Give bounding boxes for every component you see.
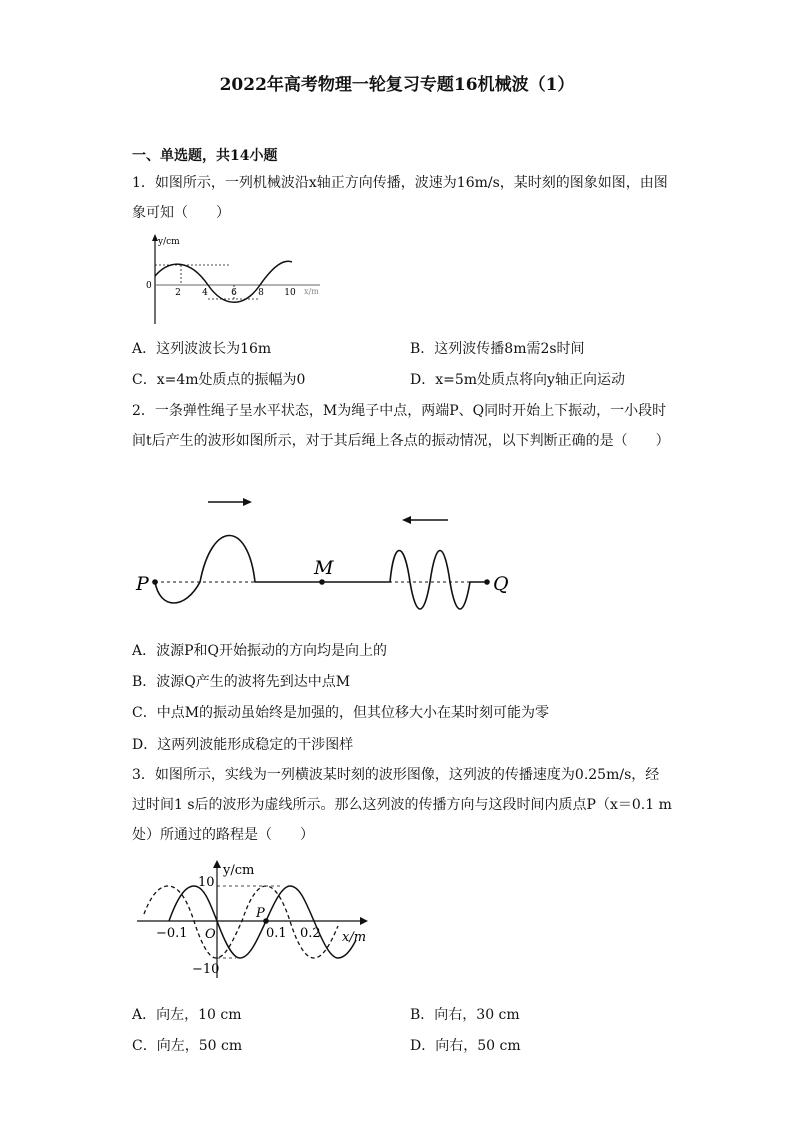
q1-option-d[interactable]: D．x=5m处质点将向y轴正向运动 <box>410 372 625 388</box>
q3-tick-neg-0-1: −0.1 <box>156 926 188 941</box>
q2-option-d[interactable]: D．这两列波能形成稳定的干涉图样 <box>132 737 354 753</box>
q3-tick-0-2: 0.2 <box>300 926 321 941</box>
q1-tick-2: 2 <box>175 288 181 298</box>
q3-option-a[interactable]: A．向左，10 cm <box>132 1007 242 1023</box>
question-3-stem: 3．如图所示，实线为一列横波某时刻的波形图像，这列波的传播速度为0.25m/s，经过时间1 s后的波形为虚线所示。那么这列波的传播方向与这段时间内质点P（x＝0.1 m处）所通过的路程是（ ） <box>132 767 672 843</box>
q3-label-p: P <box>256 906 265 921</box>
q1-axis-x-label: x/m <box>304 287 319 296</box>
q1-wave-graph <box>140 232 330 328</box>
q1-tick-10: 10 <box>284 288 296 298</box>
q2-label-m: M <box>314 557 334 579</box>
q3-option-c[interactable]: C．向左，50 cm <box>132 1038 243 1054</box>
q3-option-b[interactable]: B．向右，30 cm <box>410 1007 520 1023</box>
section-heading: 一、单选题，共14小题 <box>132 148 278 164</box>
q2-label-q: Q <box>493 573 509 595</box>
q1-origin: 0 <box>146 281 152 291</box>
q1-tick-6: 6 <box>231 288 237 298</box>
q2-option-c[interactable]: C．中点M的振动虽始终是加强的，但其位移大小在某时刻可能为零 <box>132 705 550 721</box>
question-2-stem: 2．一条弹性绳子呈水平状态，M为绳子中点，两端P、Q同时开始上下振动，一小段时间t后产生的波形如图所示，对于其后绳上各点的振动情况，以下判断正确的是（ ） <box>132 403 670 449</box>
q3-axis-y-label: y/cm <box>223 863 255 878</box>
page-title: 2022年高考物理一轮复习专题16机械波（1） <box>219 75 575 95</box>
q2-option-a[interactable]: A．波源P和Q开始振动的方向均是向上的 <box>132 643 388 659</box>
q1-tick-8: 8 <box>258 288 264 298</box>
q1-option-a[interactable]: A．这列波波长为16m <box>132 341 272 357</box>
question-1-stem: 1．如图所示，一列机械波沿x轴正方向传播，波速为16m/s，某时刻的图象如图，由图象可知（ ） <box>132 175 668 221</box>
q2-rope-diagram <box>130 490 520 620</box>
q2-label-p: P <box>136 573 149 595</box>
q1-option-b[interactable]: B．这列波传播8m需2s时间 <box>410 341 585 357</box>
q2-option-b[interactable]: B．波源Q产生的波将先到达中点M <box>132 674 351 690</box>
q3-tick-0-1: 0.1 <box>266 926 287 941</box>
q3-option-d[interactable]: D．向右，50 cm <box>410 1038 521 1054</box>
q3-y-max: 10 <box>198 875 215 890</box>
q1-option-c[interactable]: C．x=4m处质点的振幅为0 <box>132 372 306 388</box>
q3-wave-graph <box>132 858 382 983</box>
q3-y-min: −10 <box>192 962 220 977</box>
q1-tick-4: 4 <box>202 288 208 298</box>
q1-axis-y-label: y/cm <box>158 237 180 247</box>
q3-axis-x-label: x/m <box>342 930 367 945</box>
q3-origin: O <box>205 927 216 942</box>
